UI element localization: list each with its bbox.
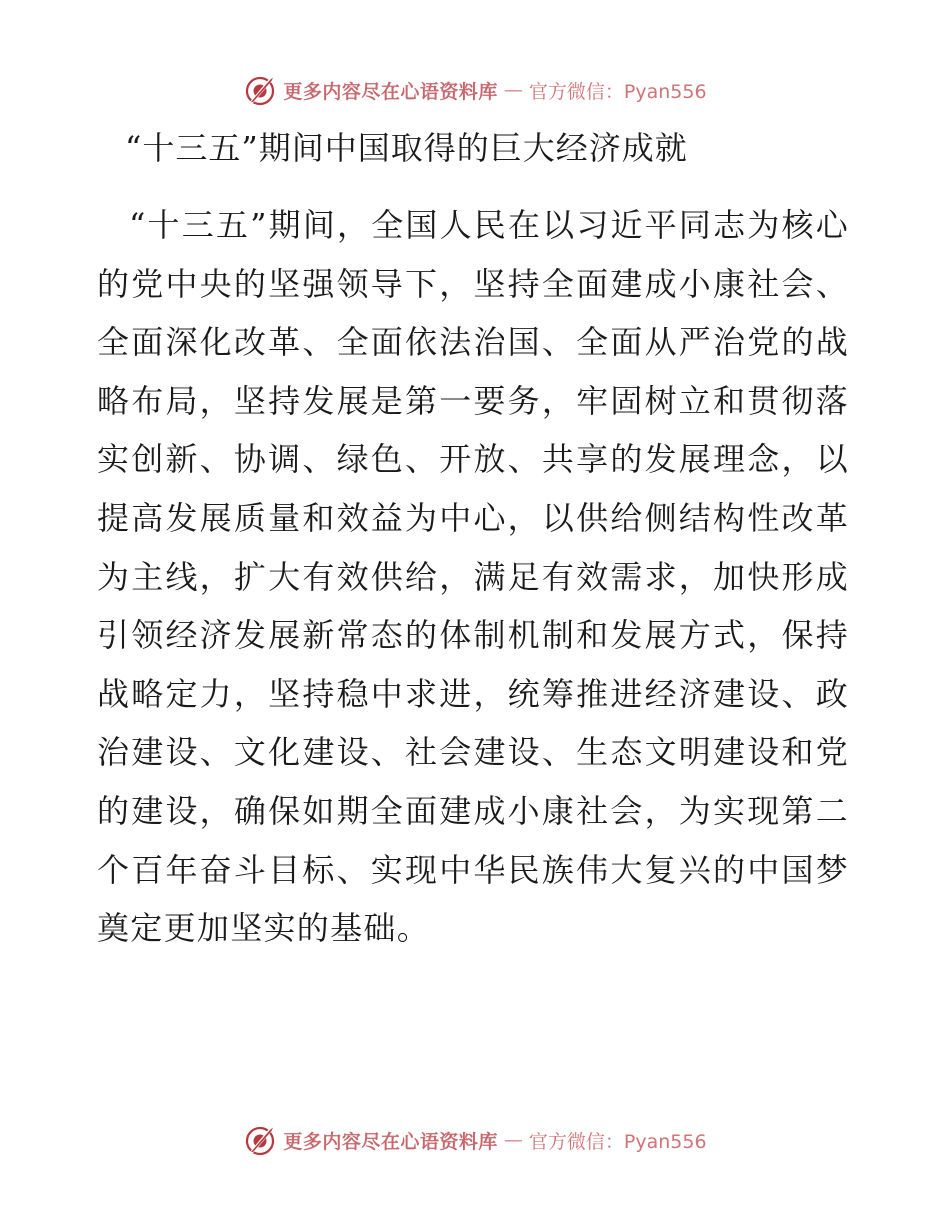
document-title: “十三五”期间中国取得的巨大经济成就 xyxy=(125,129,688,167)
document-paragraph: “十三五”期间，全国人民在以习近平同志为核心的党中央的坚强领导下，坚持全面建成小康社会、全面深化改革、全面依法治国、全面从严治党的战略布局，坚持发展是第一要务，牢固树立和贯彻落实创新、协调、绿色、开放、共享的发展理念，以提高发展质量和效益为中心，以供给侧结构性改革为主线，扩大有效供给，满足有效需求，加快形成引领经济发展新常态的体制机制和发展方式，保持战略定力，坚持稳中求进，统筹推进经济建设、政治建设、文化建设、社会建设、生态文明建设和党的建设，确保如期全面建成小康社会，为实现第二个百年奋斗目标、实现中华民族伟大复兴的中国梦奠定更加坚实的基础。 xyxy=(97,206,849,948)
banner-wechat-id: 官方微信：Pyan556 xyxy=(528,80,707,103)
banner-dash: — xyxy=(503,79,523,101)
banner-wechat-id: 官方微信：Pyan556 xyxy=(528,1130,707,1153)
banner-dash: — xyxy=(503,1129,523,1151)
quill-pen-logo-icon xyxy=(243,73,277,107)
header-banner xyxy=(0,70,950,110)
banner-text: 更多内容尽在心语资料库 xyxy=(283,1130,498,1153)
banner-text: 更多内容尽在心语资料库 xyxy=(283,80,498,103)
footer-banner xyxy=(0,1120,950,1160)
quill-pen-logo-icon xyxy=(243,1123,277,1157)
